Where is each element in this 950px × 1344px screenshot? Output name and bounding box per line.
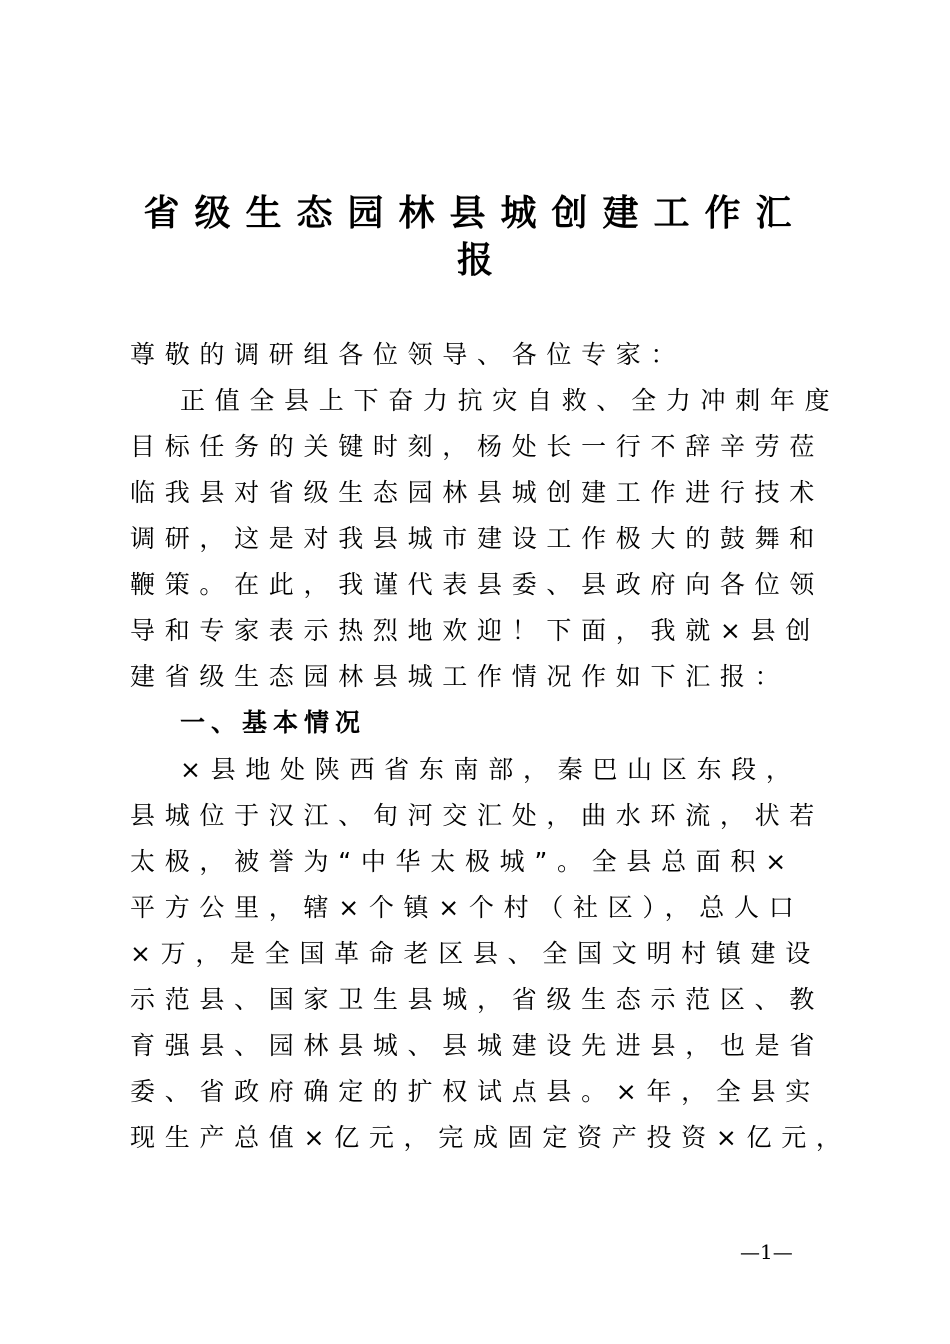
paragraph1-line-7: 建省级生态园林县城工作情况作如下汇报： bbox=[130, 662, 790, 691]
paragraph2-line-2: 县城位于汉江、旬河交汇处，曲水环流，状若 bbox=[130, 801, 825, 830]
paragraph2-line-4: 平方公里，辖×个镇×个村（社区），总人口 bbox=[130, 893, 804, 922]
paragraph1-line-6: 导和专家表示热烈地欢迎！下面，我就×县创 bbox=[130, 616, 820, 645]
paragraph2-line-7: 育强县、园林县城、县城建设先进县，也是省 bbox=[130, 1031, 825, 1060]
salutation: 尊敬的调研组各位领导、各位专家： bbox=[130, 340, 686, 369]
document-title-line-2: 报 bbox=[456, 239, 493, 281]
paragraph1-line-4: 调研，这是对我县城市建设工作极大的鼓舞和 bbox=[130, 524, 825, 553]
paragraph2-line-1: ×县地处陕西省东南部，秦巴山区东段， bbox=[180, 755, 801, 784]
paragraph2-line-3: 太极，被誉为“中华太极城”。全县总面积× bbox=[130, 847, 796, 876]
section-heading-basic-info: 一、基本情况 bbox=[180, 708, 367, 737]
paragraph1-line-1: 正值全县上下奋力抗灾自救、全力冲刺年度 bbox=[180, 386, 840, 415]
paragraph2-line-5: ×万，是全国革命老区县、全国文明村镇建设 bbox=[130, 939, 820, 968]
document-title-line-1: 省级生态园林县城创建工作汇 bbox=[143, 192, 807, 234]
paragraph1-line-2: 目标任务的关键时刻，杨处长一行不辞辛劳莅 bbox=[130, 432, 825, 461]
paragraph2-line-6: 示范县、国家卫生县城，省级生态示范区、教 bbox=[130, 985, 825, 1014]
page-number: —1— bbox=[740, 1240, 793, 1264]
paragraph2-line-8: 委、省政府确定的扩权试点县。×年，全县实 bbox=[130, 1077, 820, 1106]
paragraph1-line-3: 临我县对省级生态园林县城创建工作进行技术 bbox=[130, 478, 825, 507]
paragraph1-line-5: 鞭策。在此，我谨代表县委、县政府向各位领 bbox=[130, 570, 825, 599]
paragraph2-line-9: 现生产总值×亿元，完成固定资产投资×亿元， bbox=[130, 1123, 851, 1152]
